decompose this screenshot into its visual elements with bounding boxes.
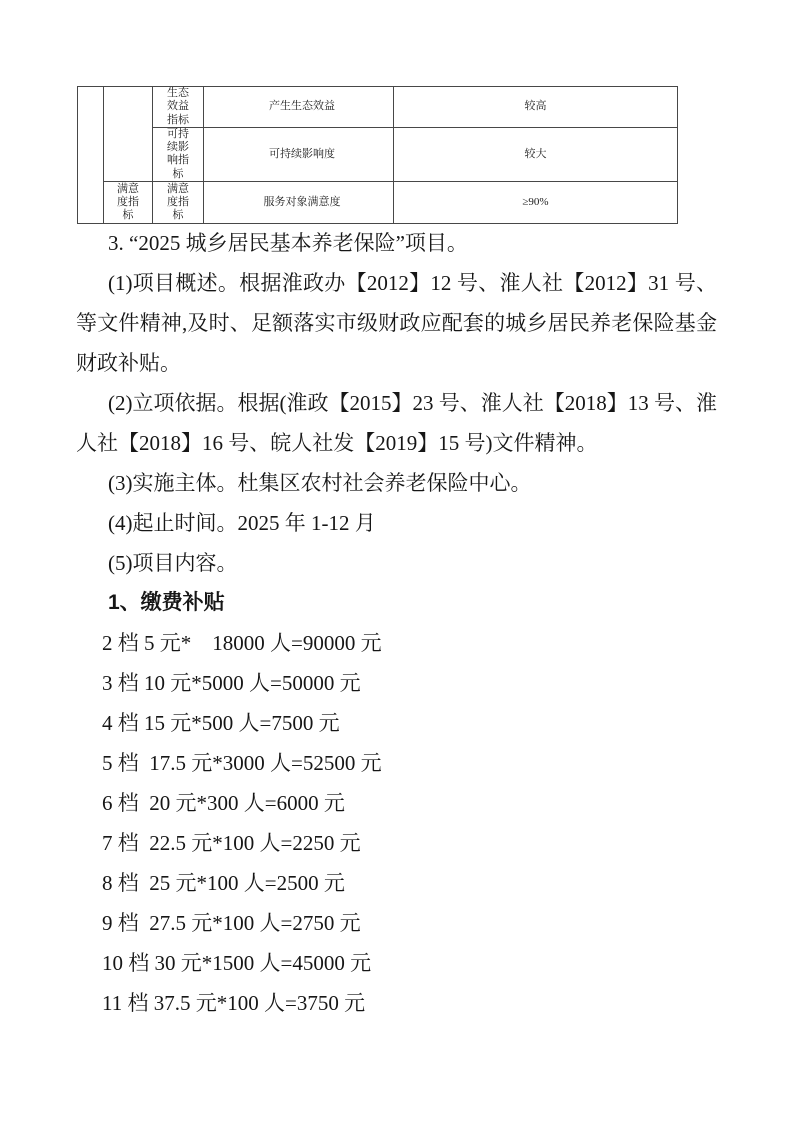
cell-group-satisfaction-text: 满意度指标	[117, 182, 139, 222]
cell-group-satisfaction	[104, 182, 153, 224]
cell-left-group-span	[78, 87, 104, 224]
performance-indicators-table	[77, 86, 678, 224]
cell-value-eco-benefit: 较高	[394, 87, 678, 128]
cell-category-sustainability-text: 可持续影响指标	[167, 127, 189, 180]
cell-category-satisfaction	[153, 182, 204, 224]
section-3-title: 3. “2025 城乡居民基本养老保险”项目。	[108, 231, 468, 255]
para-implementer: (3)实施主体。杜集区农村社会养老保险中心。	[108, 471, 532, 495]
cell-value-satisfaction: ≥90%	[394, 182, 678, 224]
para-project-overview: (1)项目概述。根据淮政办【2012】12 号、淮人社【2012】31 号、等文件精神,及时、足额落实市级财政应配套的城乡居民养老保险基金财政补贴。	[76, 271, 717, 375]
subsidy-line-tier10: 10 档 30 元*1500 人=45000 元	[102, 951, 372, 975]
table-row	[78, 87, 678, 128]
subsidy-line-tier4: 4 档 15 元*500 人=7500 元	[102, 711, 340, 735]
para-duration: (4)起止时间。2025 年 1-12 月	[108, 511, 376, 535]
cell-indicator-satisfaction: 服务对象满意度	[204, 182, 394, 224]
cell-indicator-eco-benefit: 产生生态效益	[204, 87, 394, 128]
subsidy-line-tier8: 8 档 25 元*100 人=2500 元	[102, 871, 345, 895]
subsidy-line-tier2: 2 档 5 元* 18000 人=90000 元	[102, 631, 382, 655]
cell-indicator-sustainability: 可持续影响度	[204, 127, 394, 181]
subsidy-line-tier11: 11 档 37.5 元*100 人=3750 元	[102, 991, 366, 1015]
cell-value-sustainability: 较大	[394, 127, 678, 181]
subsidy-line-tier9: 9 档 27.5 元*100 人=2750 元	[102, 911, 361, 935]
cell-group-empty-span	[104, 87, 153, 182]
para-project-basis: (2)立项依据。根据(淮政【2015】23 号、淮人社【2018】13 号、淮人社【2018】16 号、皖人社发【2019】15 号)文件精神。	[76, 391, 717, 455]
subsidy-section-heading: 1、缴费补贴	[108, 591, 225, 614]
para-content-label: (5)项目内容。	[108, 551, 238, 575]
subsidy-line-tier3: 3 档 10 元*5000 人=50000 元	[102, 671, 361, 695]
cell-category-sustainability	[153, 127, 204, 181]
cell-category-eco-benefit-text: 生态效益指标	[167, 87, 189, 126]
subsidy-line-tier6: 6 档 20 元*300 人=6000 元	[102, 791, 345, 815]
subsidy-line-tier5: 5 档 17.5 元*3000 人=52500 元	[102, 751, 382, 775]
document-body	[76, 223, 717, 1023]
subsidy-line-tier7: 7 档 22.5 元*100 人=2250 元	[102, 831, 361, 855]
table-row	[78, 182, 678, 224]
table-row	[78, 127, 678, 181]
cell-category-satisfaction-text: 满意度指标	[167, 182, 189, 222]
cell-category-eco-benefit	[153, 87, 204, 128]
